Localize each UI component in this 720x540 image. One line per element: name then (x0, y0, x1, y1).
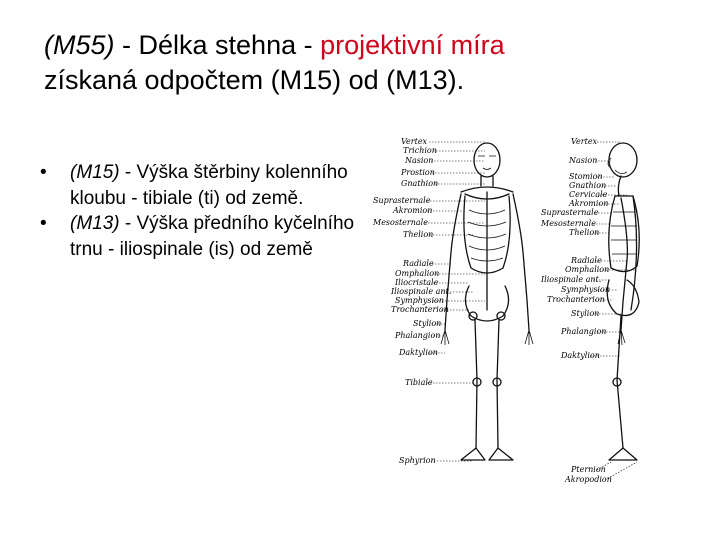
landmark-label: Omphalion (565, 265, 610, 274)
landmark-label: Gnathion (401, 179, 439, 188)
landmark-label: Iliocristale (395, 278, 439, 287)
landmark-label: Suprasternale (373, 196, 431, 205)
landmark-label: Suprasternale (541, 208, 599, 217)
title-line2: získaná odpočtem (M15) od (M13). (44, 65, 465, 95)
landmark-label: Iliospinale ant. (391, 287, 452, 296)
landmark-label: Iliospinale ant. (541, 275, 602, 284)
landmark-label: Akropodion (565, 475, 612, 484)
bullet-code: (M13) (70, 213, 120, 234)
landmark-label: Trochanterion (547, 295, 605, 304)
landmark-label: Radiale (403, 259, 434, 268)
landmark-label: Radiale (571, 256, 602, 265)
landmark-label: Pternion (571, 465, 606, 474)
landmark-label: Trochanterion (391, 305, 449, 314)
landmark-label: Trichion (403, 146, 437, 155)
title-text: - Délka stehna - (114, 30, 321, 60)
landmark-label: Daktylion (399, 348, 438, 357)
bullet-text: - Výška předního kyčelního trnu - iliospinale (is) od země (70, 213, 355, 260)
landmark-label: Mesosternale (373, 218, 428, 227)
landmark-label: Akromion (393, 206, 433, 215)
side-skeleton (607, 143, 639, 460)
landmark-label: Thelion (569, 228, 600, 237)
landmark-label: Nasion (405, 156, 434, 165)
landmark-label: Stylion (571, 309, 600, 318)
landmark-label: Daktylion (561, 351, 600, 360)
landmark-label: Symphysion (561, 285, 611, 294)
landmark-label: Akromion (569, 199, 609, 208)
anatomy-figure (365, 130, 715, 490)
landmark-label: Phalangion (561, 327, 607, 336)
landmark-label: Nasion (569, 156, 598, 165)
landmark-label: Gnathion (569, 181, 607, 190)
landmark-label: Tibiale (405, 378, 433, 387)
bullet-item (40, 160, 370, 211)
bullet-item (40, 211, 370, 262)
landmark-label: Phalangion (395, 331, 441, 340)
landmark-label: Prostion (401, 168, 435, 177)
bullet-marker: • (40, 213, 47, 234)
bullet-text: - Výška štěrbiny kolenního kloubu - tibiale (ti) od země. (70, 162, 348, 209)
landmark-label: Sphyrion (399, 456, 436, 465)
landmark-label: Stomion (569, 172, 603, 181)
front-labels (372, 137, 485, 465)
bullet-list (40, 160, 370, 262)
bullet-code: (M15) (70, 162, 120, 183)
landmark-label: Stylion (413, 319, 442, 328)
landmark-label: Thelion (403, 230, 434, 239)
landmark-label: Vertex (571, 137, 598, 146)
landmark-label: Mesosternale (541, 219, 596, 228)
title-code: (M55) (44, 30, 115, 60)
title-highlight: projektivní míra (320, 30, 505, 60)
landmark-label: Vertex (401, 137, 428, 146)
landmark-label: Omphalion (395, 269, 440, 278)
landmark-label: Cervicale (569, 190, 608, 199)
skeleton-illustration (365, 130, 715, 490)
landmark-label: Symphysion (395, 296, 445, 305)
front-skeleton (441, 143, 533, 460)
slide-title (44, 28, 704, 98)
bullet-marker: • (40, 162, 47, 183)
